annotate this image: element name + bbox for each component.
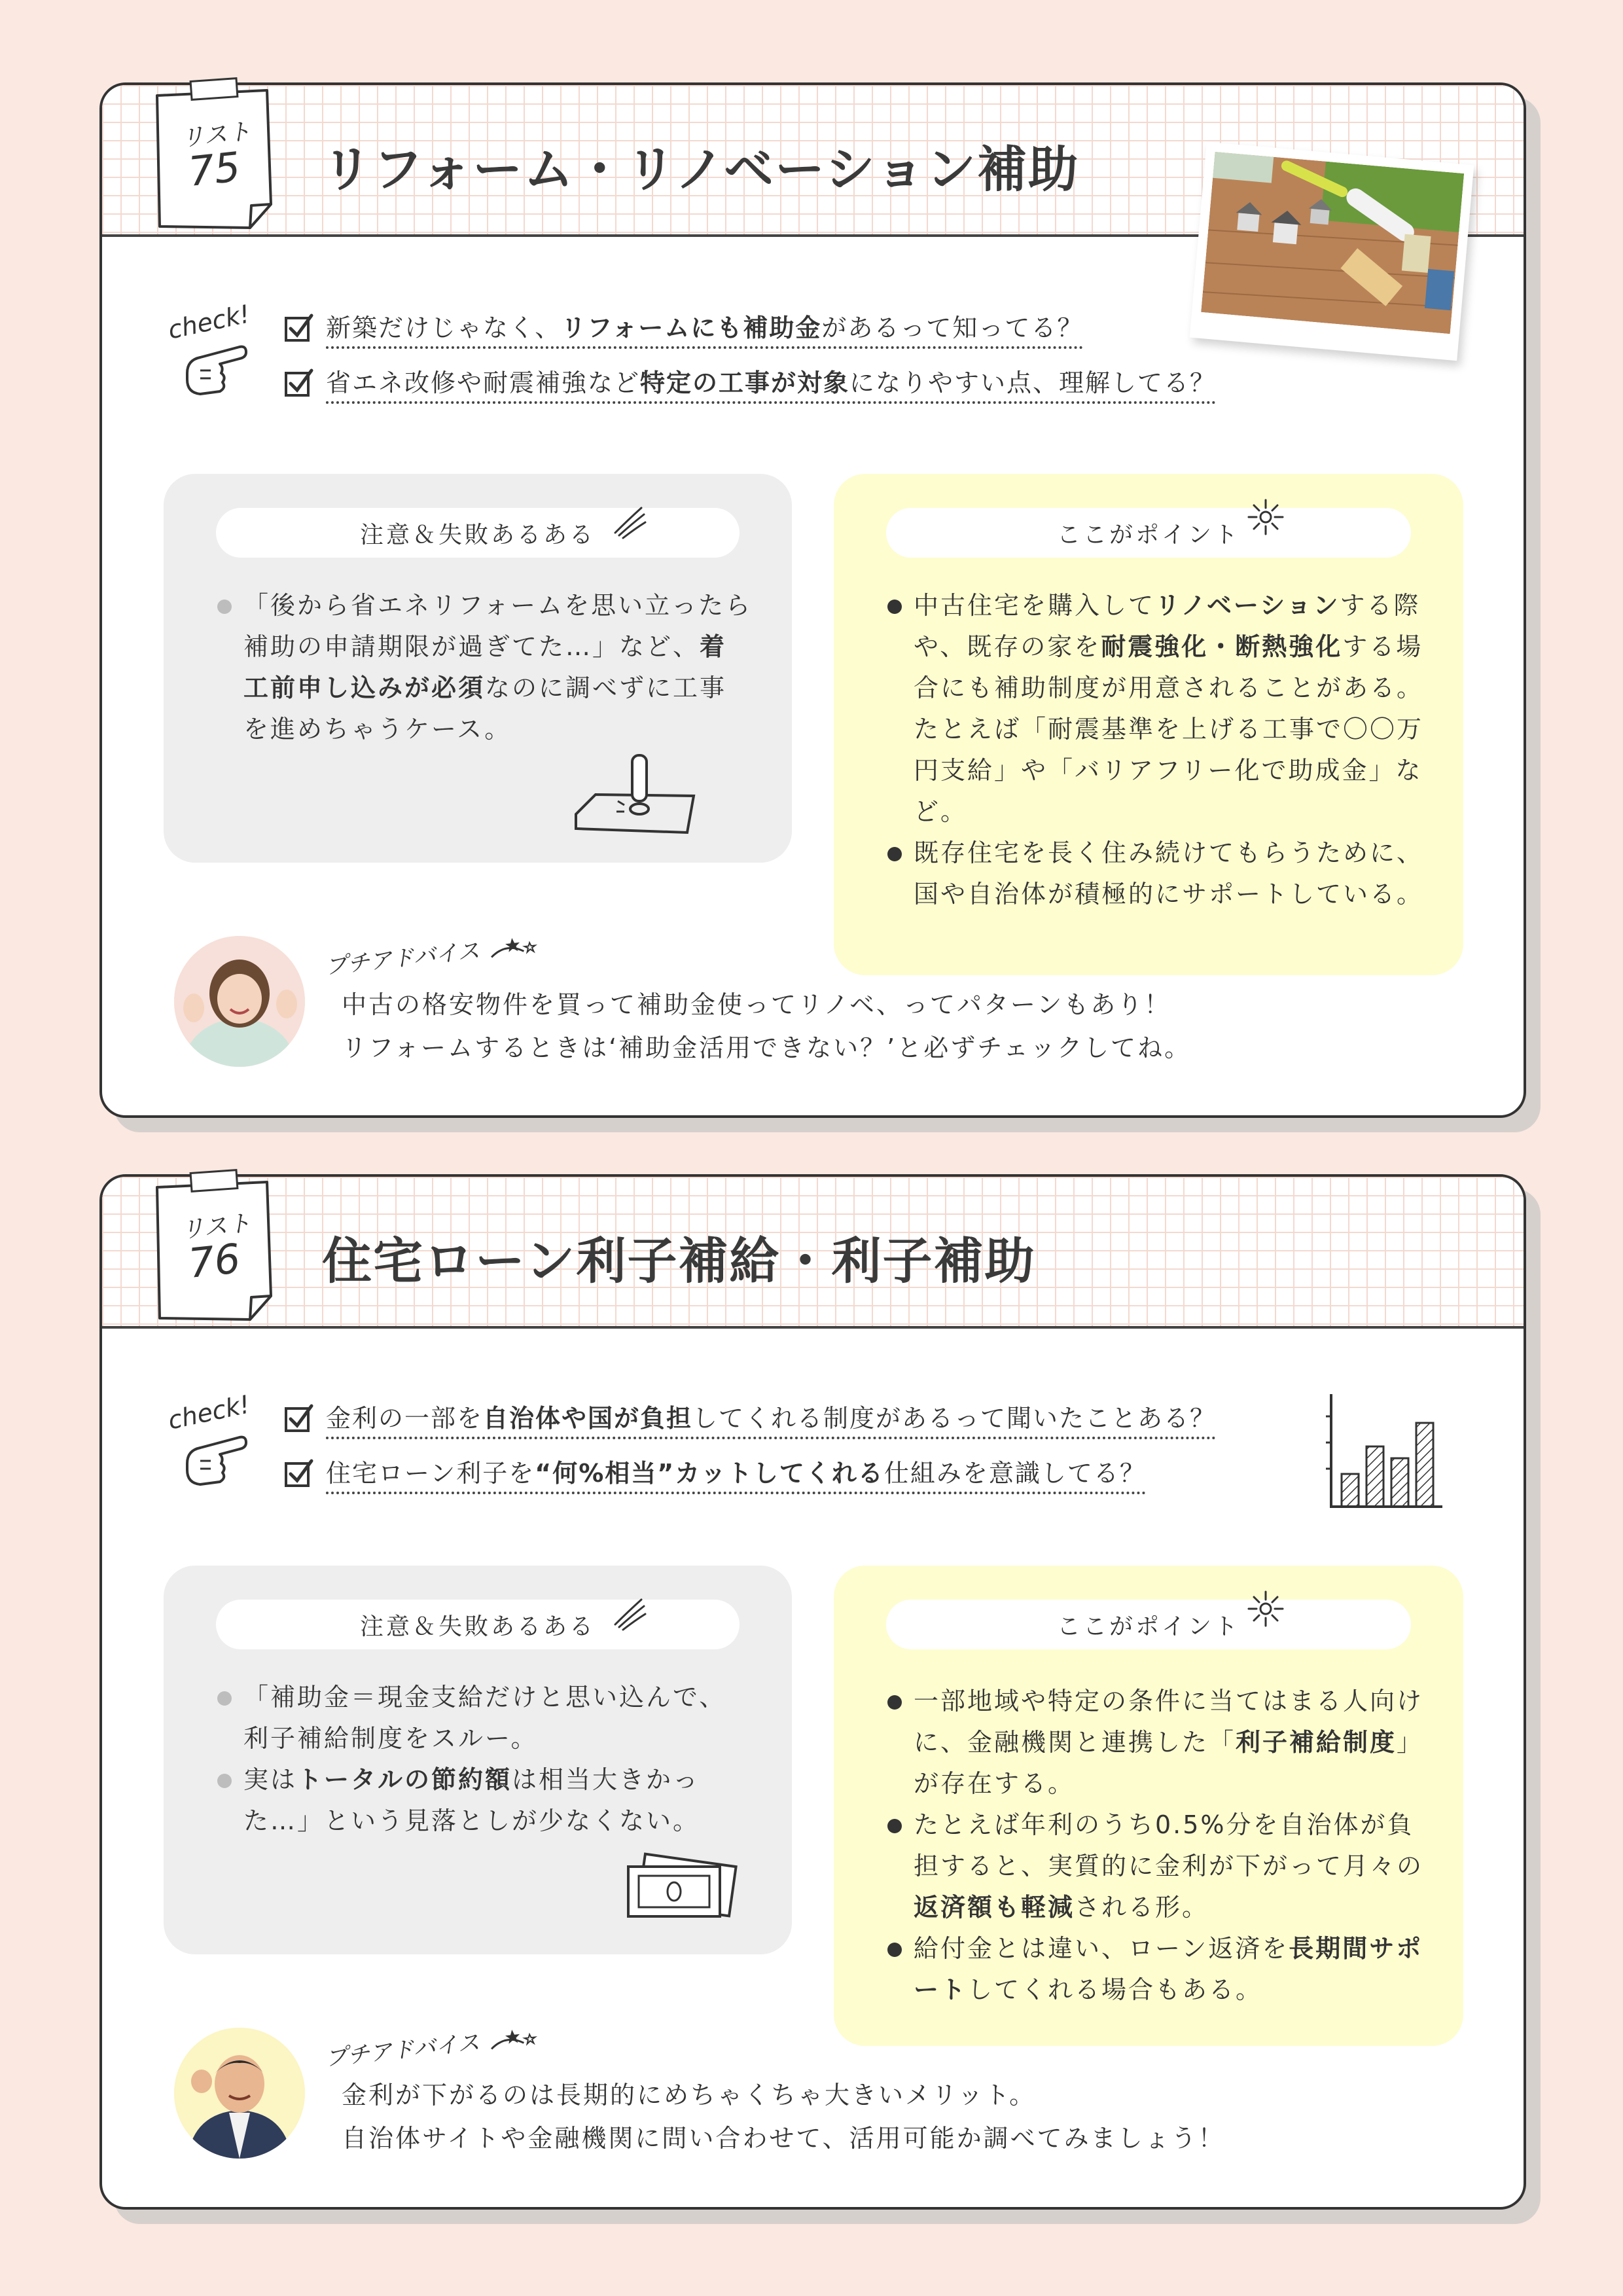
point-item: 既存住宅を長く住み続けてもらうために、国や自治体が積極的にサポートしている。 — [886, 833, 1431, 915]
advice-line: 金利が下がるのは長期的にめちゃくちゃ大きいメリット。 — [342, 2081, 1037, 2109]
check-item-text: 新築だけじゃなく、リフォームにも補助金があるって知ってる？ — [326, 308, 1083, 349]
advice-text — [342, 2073, 1225, 2160]
point-list — [886, 1681, 1431, 2011]
caution-box — [164, 1566, 792, 1954]
section-title: リフォーム・リノベーション補助 — [322, 140, 1080, 198]
swirl-icon — [609, 1592, 648, 1631]
caution-item: 「補助金＝現金支給だけと思い込んで、利子補給制度をスルー。 — [216, 1677, 753, 1759]
point-label: ここがポイント — [886, 1600, 1411, 1649]
caution-item: 「後から省エネリフォームを思い立ったら補助の申請期限が過ぎてた…」など、着工前申し込みが必須なのに調べずに工事を進めちゃうケース。 — [216, 585, 753, 750]
check-word: check! — [165, 1390, 253, 1435]
tag-kicker: リスト — [179, 118, 253, 152]
point-item: 給付金とは違い、ローン返済を長期間サポートしてくれる場合もある。 — [886, 1928, 1431, 2011]
check-item — [284, 360, 1216, 406]
section-card-75 — [99, 82, 1526, 1118]
sparkle-icon — [1246, 1589, 1285, 1628]
point-label: ここがポイント — [886, 508, 1411, 558]
advisor-avatar — [174, 2028, 305, 2159]
bar-chart-doodle-icon — [1323, 1390, 1448, 1515]
check-list — [284, 1395, 1216, 1505]
advice-text — [342, 983, 1191, 1069]
check-word: check! — [165, 299, 253, 345]
caution-item: 実はトータルの節約額は相当大きかった…」という見落としが少なくない。 — [216, 1759, 753, 1842]
advice-label: プチアドバイス — [323, 2018, 540, 2072]
checkbox-checked-icon — [284, 1403, 314, 1433]
point-item: 中古住宅を購入してリノベーションする際や、既存の家を耐震強化・断熱強化する場合にも補助制度が用意されることがある。たとえば「耐震基準を上げる工事で〇〇万円支給」や「バリアフリー化で助成金」など。 — [886, 585, 1431, 833]
section-card-76 — [99, 1174, 1526, 2210]
advice-line: 自治体サイトや金融機関に問い合わせて、活用可能か調べてみましょう！ — [342, 2124, 1225, 2153]
point-list — [886, 585, 1431, 915]
star-sparkle-icon — [486, 932, 541, 963]
check-item-text: 金利の一部を自治体や国が負担してくれる制度があるって聞いたことある？ — [326, 1398, 1216, 1439]
pointing-hand-icon — [181, 1424, 253, 1496]
checkbox-checked-icon — [284, 368, 314, 398]
check-item — [284, 1450, 1216, 1496]
check-list — [284, 305, 1216, 415]
check-marker — [165, 299, 259, 425]
check-item-text: 省エネ改修や耐震補強など特定の工事が対象になりやすい点、理解してる？ — [326, 363, 1216, 404]
check-item — [284, 1395, 1216, 1441]
caution-box — [164, 474, 792, 863]
caution-label: 注意＆失敗あるある — [216, 1600, 740, 1649]
swirl-icon — [609, 500, 648, 539]
list-number-tag — [152, 1168, 276, 1325]
section-title: 住宅ローン利子補給・利子補助 — [322, 1232, 1036, 1290]
caution-list — [216, 1677, 753, 1842]
banknote-icon — [622, 1847, 740, 1926]
renovation-illustration — [1201, 152, 1464, 334]
advisor-avatar — [174, 936, 305, 1067]
point-item: たとえば年利のうち0.5%分を自治体が負担すると、実質的に金利が下がって月々の返済額も軽減される形。 — [886, 1804, 1431, 1928]
advice-line: リフォームするときは‘補助金活用できない？’と必ずチェックしてね。 — [342, 1033, 1192, 1062]
stamp-icon — [569, 749, 700, 840]
check-item — [284, 305, 1216, 351]
check-item-text: 住宅ローン利子を“何%相当”カットしてくれる仕組みを意識してる？ — [326, 1453, 1146, 1494]
renovation-photo — [1190, 142, 1474, 361]
check-marker — [165, 1390, 259, 1516]
tag-kicker: リスト — [179, 1210, 253, 1244]
advice-line: 中古の格安物件を買って補助金使ってリノベ、ってパターンもあり！ — [342, 990, 1171, 1019]
checkbox-checked-icon — [284, 1458, 314, 1488]
caution-list — [216, 585, 753, 750]
advisor-woman-image — [174, 936, 305, 1067]
sparkle-icon — [1246, 497, 1285, 537]
advice-label: プチアドバイス — [323, 926, 540, 980]
point-box — [834, 474, 1463, 975]
checkbox-checked-icon — [284, 313, 314, 343]
advisor-man-image — [174, 2028, 305, 2159]
tag-number: 76 — [186, 1234, 243, 1287]
point-item: 一部地域や特定の条件に当てはまる人向けに、金融機関と連携した「利子補給制度」が存在する。 — [886, 1681, 1431, 1804]
point-box — [834, 1566, 1463, 2046]
caution-label: 注意＆失敗あるある — [216, 508, 740, 558]
list-number-tag — [152, 76, 276, 233]
pointing-hand-icon — [181, 334, 253, 406]
tag-number: 75 — [186, 143, 243, 196]
star-sparkle-icon — [486, 2024, 541, 2055]
